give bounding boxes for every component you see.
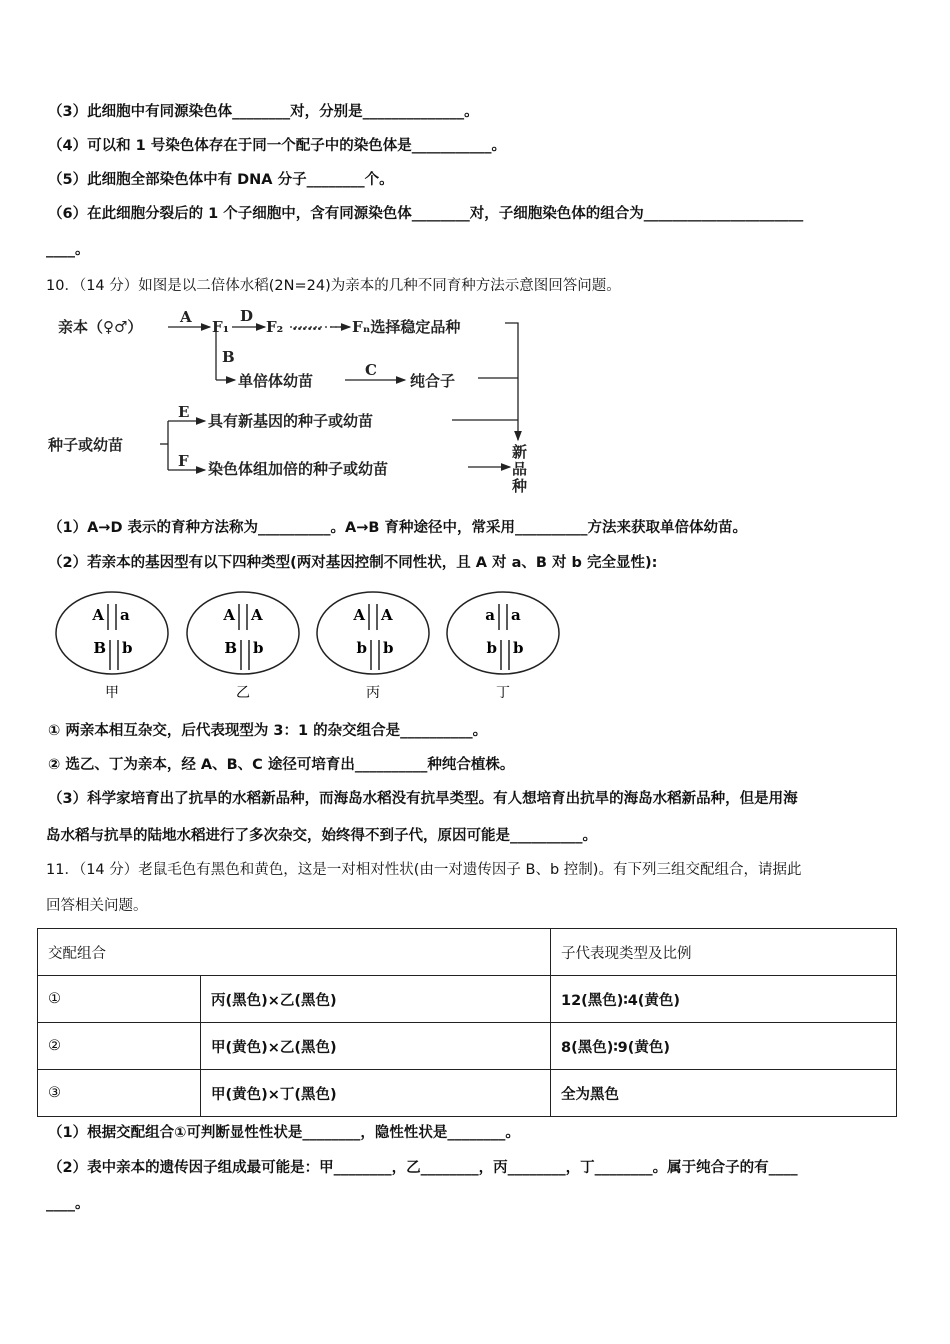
row-result: 8(黑色)∶9(黄色) [551, 1023, 897, 1070]
allele-label: A [92, 606, 104, 624]
diagram-haploid: 单倍体幼苗 [238, 372, 314, 390]
q10-part3-cont: 岛水稻与抗旱的陆地水稻进行了多次杂交，始终得不到子代，原因可能是__________。 [46, 828, 597, 844]
breeding-diagram [40, 300, 540, 500]
allele-label: A [353, 606, 365, 624]
allele-label: b [122, 639, 133, 657]
q9-part6: （6）在此细胞分裂后的 1 个子细胞中，含有同源染色体________对，子细胞染色体的组合为______________________ [48, 206, 804, 222]
q10-sub1: ① 两亲本相互杂交，后代表现型为 3：1 的杂交组合是__________。 [48, 723, 488, 739]
cell-丙 [317, 592, 429, 701]
table-header-row [38, 929, 897, 976]
diagram-f2: F₂ [266, 318, 284, 336]
q9-part4: （4）可以和 1 号染色体存在于同一个配子中的染色体是___________。 [48, 138, 507, 154]
q10-part2: （2）若亲本的基因型有以下四种类型(两对基因控制不同性状，且 A 对 a、B 对 b 完全显性): [48, 555, 658, 571]
header-offspring: 子代表现类型及比例 [551, 929, 897, 976]
genotype-cells [40, 590, 600, 705]
diagram-newgene: 具有新基因的种子或幼苗 [208, 412, 374, 430]
q11-stem [46, 860, 801, 880]
table-row [38, 1070, 897, 1117]
cell-name: 甲 [105, 685, 119, 701]
allele-label: a [511, 606, 521, 624]
cell-乙 [187, 592, 299, 701]
q10-part1: （1）A→D 表示的育种方法称为__________。A→B 育种途径中，常采用__________方法来获取单倍体幼苗。 [48, 520, 748, 536]
allele-label: A [381, 606, 393, 624]
diagram-doubled: 染色体组加倍的种子或幼苗 [208, 460, 389, 478]
header-cross: 交配组合 [38, 929, 551, 976]
q9-part6-cont: ____。 [46, 242, 90, 258]
q11-part2: （2）表中亲本的遗传因子组成最可能是：甲________，乙________，丙________，丁________。属于纯合子的有____ [48, 1160, 798, 1176]
allele-label: B [93, 639, 106, 657]
cell-丁 [447, 592, 559, 701]
diagram-dots: …… [292, 316, 322, 334]
diagram-label-b: B [222, 348, 235, 366]
diagram-label-f: F [178, 452, 189, 470]
row-number: ① [38, 976, 201, 1023]
q11-stem-line2: 回答相关问题。 [46, 898, 148, 914]
allele-label: A [223, 606, 235, 624]
diagram-label-d: D [240, 307, 254, 325]
cross-table [37, 928, 897, 1117]
table-row [38, 1023, 897, 1070]
cell-outline [187, 592, 299, 674]
diagram-new2: 品 [512, 460, 528, 478]
allele-label: a [485, 606, 495, 624]
diagram-seed: 种子或幼苗 [48, 436, 124, 454]
allele-label: A [251, 606, 263, 624]
diagram-label-e: E [178, 403, 190, 421]
allele-label: b [513, 639, 524, 657]
table-row [38, 976, 897, 1023]
row-result: 12(黑色)∶4(黄色) [551, 976, 897, 1023]
allele-label: B [224, 639, 237, 657]
row-cross: 甲(黄色)×乙(黑色) [201, 1023, 551, 1070]
q11-stem-line1: 11．（14 分）老鼠毛色有黑色和黄色，这是一对相对性状(由一对遗传因子 B、b 控制)。有下列三组交配组合，请据此 [46, 862, 802, 878]
cell-name: 丁 [496, 685, 510, 701]
q11-part1: （1）根据交配组合①可判断显性性状是________，隐性性状是________。 [48, 1125, 520, 1141]
row-result: 全为黑色 [551, 1070, 897, 1117]
diagram-f1: F₁ [212, 318, 230, 336]
q9-part3: （3）此细胞中有同源染色体________对，分别是______________。 [48, 104, 479, 120]
row-number: ③ [38, 1070, 201, 1117]
cell-outline [56, 592, 168, 674]
q9-part5: （5）此细胞全部染色体中有 DNA 分子________个。 [48, 172, 394, 188]
diagram-fn: Fₙ选择稳定品种 [352, 318, 461, 336]
cell-甲 [56, 592, 168, 701]
allele-label: b [253, 639, 264, 657]
cell-name: 乙 [236, 685, 250, 701]
q11-part2-cont: ____。 [46, 1196, 90, 1212]
row-cross: 丙(黑色)×乙(黑色) [201, 976, 551, 1023]
row-number: ② [38, 1023, 201, 1070]
diagram-label-c: C [365, 361, 377, 379]
diagram-new3: 种 [512, 477, 528, 495]
row-cross: 甲(黄色)×丁(黑色) [201, 1070, 551, 1117]
allele-label: a [120, 606, 130, 624]
diagram-label-a: A [180, 308, 192, 326]
q10-part3: （3）科学家培育出了抗旱的水稻新品种，而海岛水稻没有抗旱类型。有人想培育出抗旱的海岛水稻新品种，但是用海 [48, 791, 798, 807]
diagram-parent: 亲本（♀♂） [58, 318, 143, 336]
cell-outline [317, 592, 429, 674]
allele-label: b [486, 639, 497, 657]
diagram-new1: 新 [512, 443, 528, 461]
q10-stem: 10．（14 分）如图是以二倍体水稻(2N=24)为亲本的几种不同育种方法示意图回答问题。 [46, 278, 621, 294]
cell-name: 丙 [366, 685, 380, 701]
allele-label: b [383, 639, 394, 657]
cell-outline [447, 592, 559, 674]
q10-sub2: ② 选乙、丁为亲本，经 A、B、C 途径可培育出__________种纯合植株。 [48, 757, 515, 773]
allele-label: b [356, 639, 367, 657]
diagram-pure: 纯合子 [410, 372, 456, 390]
